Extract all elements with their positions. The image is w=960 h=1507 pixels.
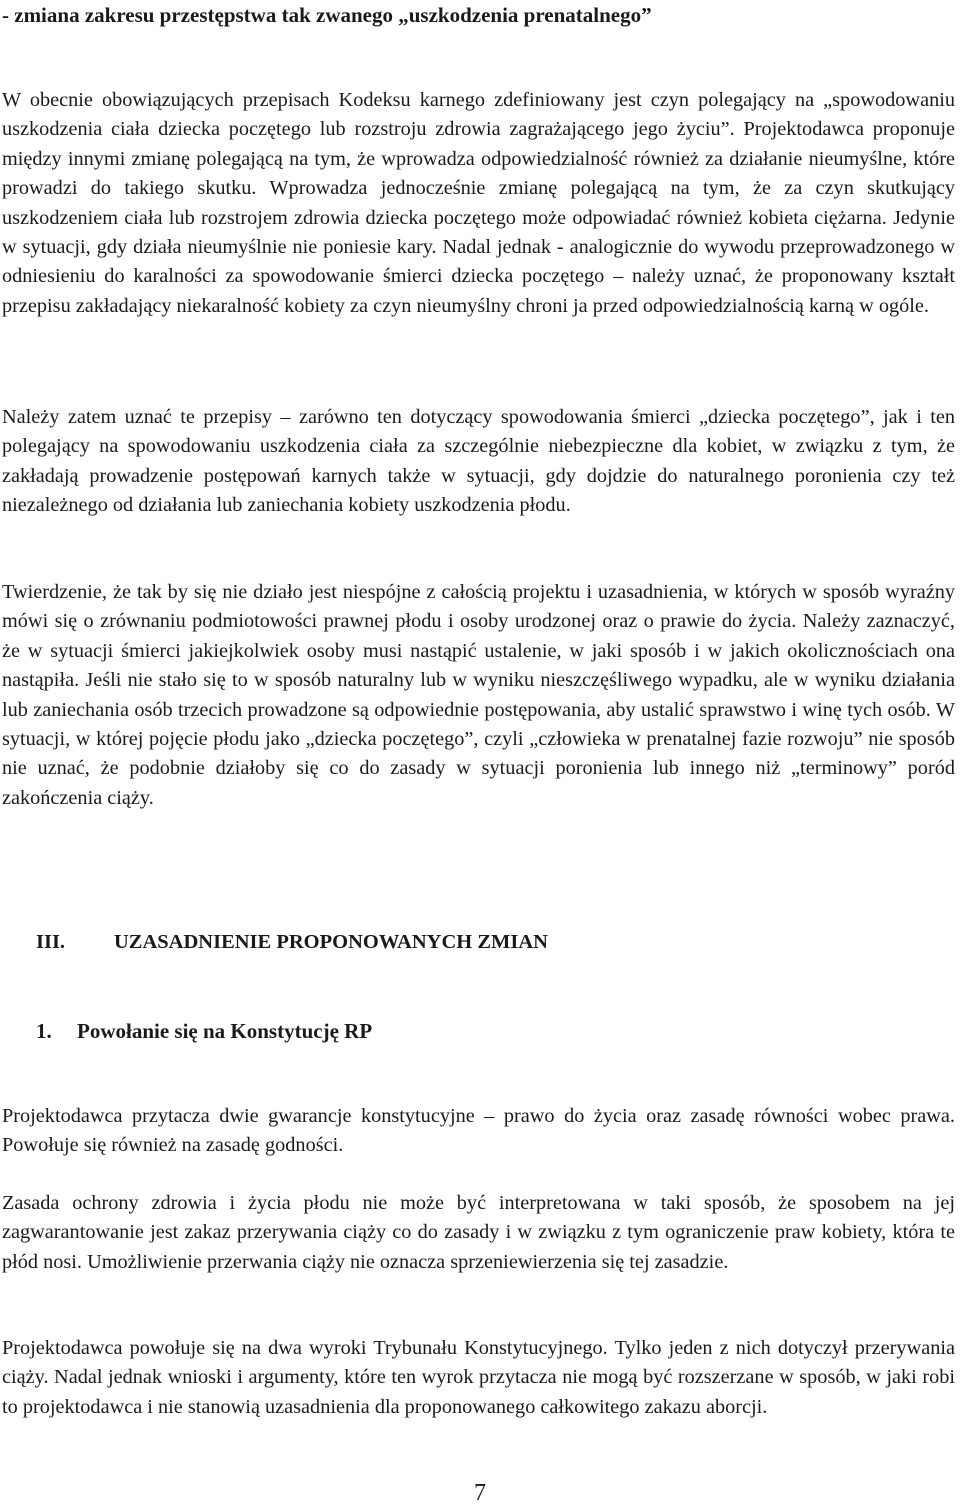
paragraph-zasada-ochrony: Zasada ochrony zdrowia i życia płodu nie może być interpretowana w taki sposób, że sposobem na jej zagwarantowanie jest zakaz przerywania ciąży co do zasady i w związku z tym ograniczenie praw kobiety, która te płód nosi. Umożliwienie przerwania ciąży nie oznacza sprzeniewierzenia się tej zasadzie.	[2, 1192, 955, 1273]
paragraph-twierdzenie: Twierdzenie, że tak by się nie działo jest niespójne z całością projektu i uzasadnienia, w których w sposób wyraźny mówi się o zrównaniu podmiotowości prawnej płodu i osoby urodzonej oraz o prawie do życia. Należy zaznaczyć, że w sytuacji śmierci jakiejkolwiek osoby musi nastąpić ustalenie, w jaki sposób i w jakich okolicznościach ona nastąpiła. Jeśli nie stało się to w sposób naturalny lub w wyniku nieszczęśliwego wypadku, ale w wyniku działania lub zaniechania osób trzecich prowadzone są odpowiednie postępowania, aby ustalić sprawstwo i winę tych osób. W sytuacji, w której pojęcie płodu jako „dziecka poczętego”, czyli „człowieka w prenatalnej fazie rozwoju” nie sposób nie uznać, że podobnie działoby się co do zasady w sytuacji poronienia lub innego niż „terminowy” poród zakończenia ciąży.	[2, 581, 955, 809]
subsection-number: 1.	[36, 1019, 52, 1043]
paragraph-wyroki: Projektodawca powołuje się na dwa wyroki Trybunału Konstytucyjnego. Tylko jeden z nich dotyczył przerywania ciąży. Nadal jednak wnioski i argumenty, które ten wyrok przytacza nie mogą być rozszerzane w sposób, w jaki robi to projektodawca i nie stanowią uzasadnienia dla proponowanego całkowitego zakazu aborcji.	[2, 1337, 955, 1418]
paragraph-przepisy: Należy zatem uznać te przepisy – zarówno ten dotyczący spowodowania śmierci „dziecka poczętego”, jak i ten polegający na spowodowaniu uszkodzenia ciała za szczególnie niebezpieczne dla kobiet, w związku z tym, że zakładają prowadzenie postępowań karnych także w sytuacji, gdy dojdzie do naturalnego poronienia czy też niezależnego od działania lub zaniechania kobiety uszkodzenia płodu.	[2, 406, 955, 517]
section-heading	[36, 927, 548, 957]
subsection-title: Powołanie się na Konstytucję RP	[77, 1019, 373, 1043]
page-number: 7	[474, 1480, 486, 1506]
section-number: III.	[36, 931, 66, 953]
top-heading: - zmiana zakresu przestępstwa tak zwanego „uszkodzenia prenatalnego”	[2, 3, 652, 27]
paragraph-uszkodzenie: W obecnie obowiązujących przepisach Kodeksu karnego zdefiniowany jest czyn polegający na „spowodowaniu uszkodzenia ciała dziecka poczętego lub rozstroju zdrowia zagrażającego jego życiu”. Projektodawca proponuje między innymi zmianę polegającą na tym, że wprowadza odpowiedzialność również za działanie nieumyślne, które prowadzi do takiego skutku. Wprowadza jednocześnie zmianę polegającą na tym, że za czyn skutkujący uszkodzeniem ciała lub rozstrojem zdrowia dziecka poczętego może odpowiadać również kobieta ciężarna. Jedynie w sytuacji, gdy działa nieumyślnie nie poniesie kary. Nadal jednak - analogicznie do wywodu przeprowadzonego w odniesieniu do karalności za spowodowanie śmierci dziecka poczętego – należy uznać, że proponowany kształt przepisu zakładający niekaralność kobiety za czyn nieumyślny chroni ja przed odpowiedzialnością karną w ogóle.	[2, 89, 955, 317]
paragraph-gwarancje: Projektodawca przytacza dwie gwarancje konstytucyjne – prawo do życia oraz zasadę równości wobec prawa. Powołuje się również na zasadę godności.	[2, 1105, 955, 1157]
section-title: UZASADNIENIE PROPONOWANYCH ZMIAN	[114, 931, 548, 953]
subsection-heading	[36, 1016, 372, 1046]
